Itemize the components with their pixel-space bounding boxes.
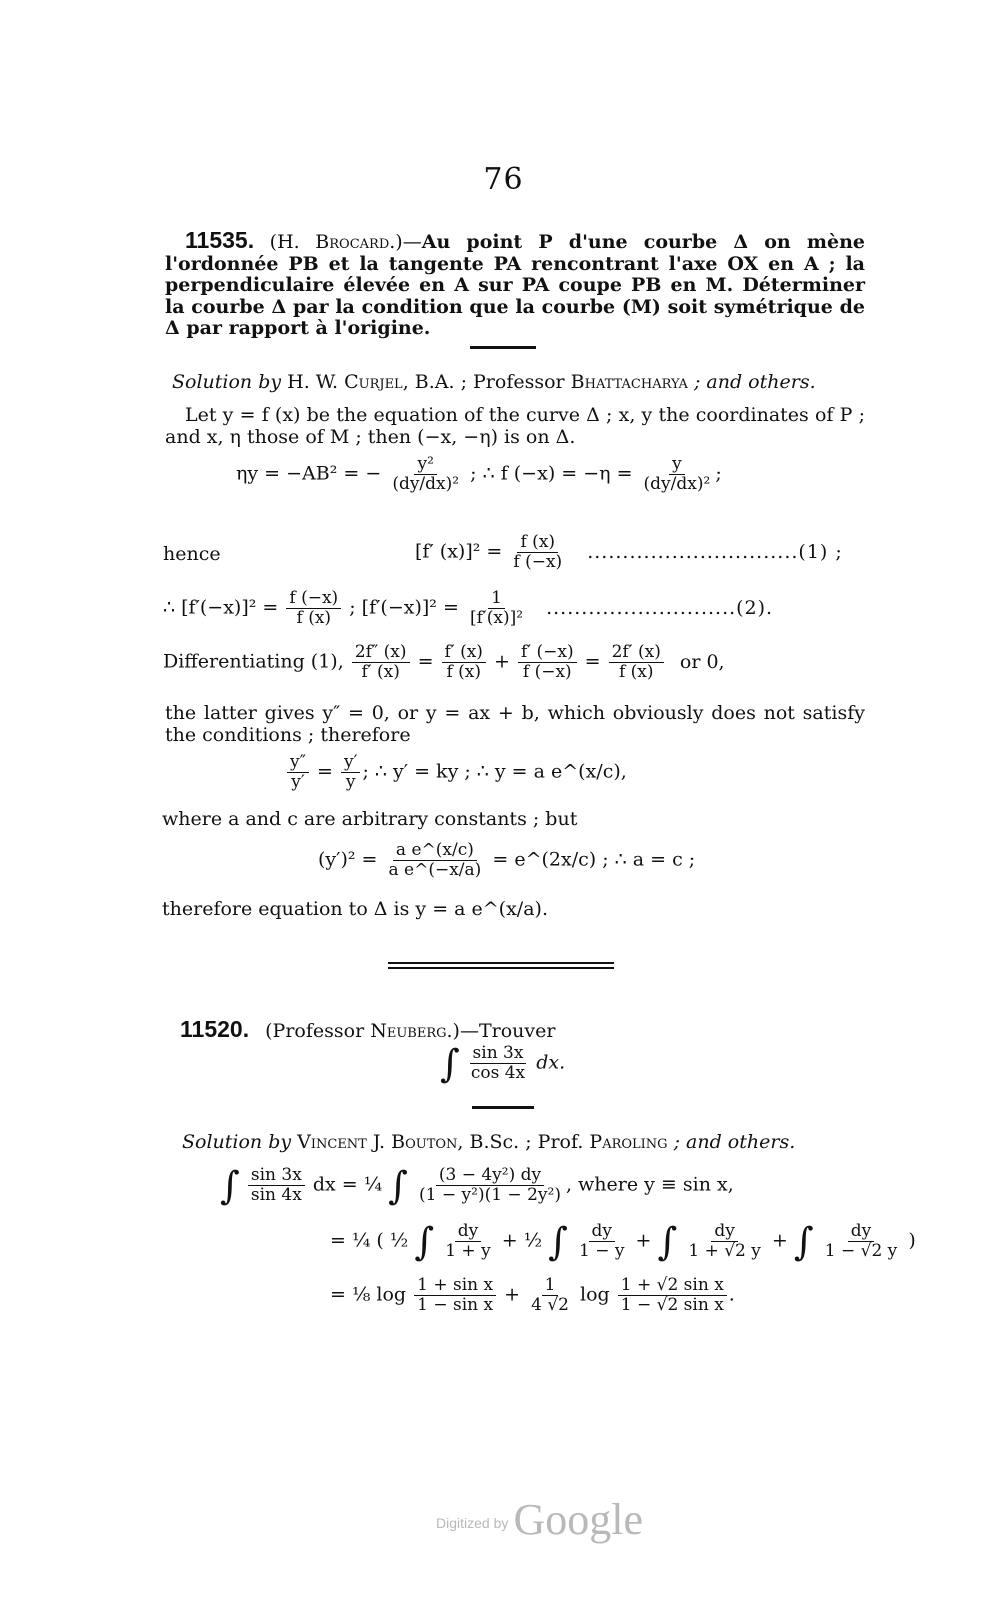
solution-prefix: Solution by	[172, 371, 288, 393]
solver1: H. W.	[287, 371, 345, 393]
integral-sign: ∫	[220, 1163, 240, 1208]
author-name: Brocard	[315, 231, 390, 253]
eq1-sep: ; ∴ f (−x) = −η =	[470, 462, 633, 485]
diff-frac-1: $\frac{2f'' (x)}{f' (x)}$	[352, 643, 410, 682]
solution2-heading	[182, 1131, 795, 1153]
s2l1-mid: dx = ¼	[312, 1173, 383, 1196]
solver1-suffix: , B.A. ; Professor	[402, 371, 571, 393]
solution2-line-2: = ¼ ( ½ ∫ $\frac{dy}{1 + y}$ + ½ ∫ $\frac{dy}{1 - y}$ + ∫ $\frac{dy}{1 + √2 y}$ + ∫ $\frac{dy}{1 - √2 y}$ )	[330, 1219, 916, 1264]
diff-frac-4: $\frac{2f' (x)}{f (x)}$	[609, 643, 664, 682]
s2l2-b: + ½	[501, 1229, 543, 1252]
s2l1-where: , where y ≡ sin x,	[565, 1173, 734, 1196]
diff-frac-2: $\frac{f' (x)}{f (x)}$	[442, 643, 486, 682]
s2l2-frac-3: $\frac{dy}{1 + √2 y}$	[688, 1221, 761, 1261]
eq3-fraction: $\frac{f (-x)}{f (x)}$	[286, 589, 341, 628]
s2l2-frac-1: $\frac{dy}{1 + y}$	[445, 1221, 491, 1261]
integral-sign: ∫	[414, 1219, 435, 1264]
solution-heading	[172, 371, 816, 393]
eq5-lhs: (y′)² =	[318, 848, 378, 871]
differentiating-eq: Differentiating (1), $\frac{2f'' (x)}{f' (x)}$ = $\frac{f' (x)}{f (x)}$ + $\frac{f' (-x)}{f (-x)}$ = $\frac{2f' (x)}{f (x)}$ or 0,	[163, 642, 725, 682]
where-text: where a and c are arbitrary constants ; but	[162, 808, 578, 830]
separator-rule-2	[472, 1106, 534, 1109]
solver-a-mid: J.	[366, 1131, 392, 1153]
eq1-end: ;	[715, 462, 722, 485]
solver-a-name: Bouton	[391, 1131, 458, 1153]
section-double-rule	[388, 962, 614, 969]
s2l1-frac-1: $\frac{\sin 3x}{\sin 4x}$	[248, 1166, 305, 1205]
s2l2-frac-4: $\frac{dy}{1 - √2 y}$	[824, 1221, 898, 1261]
eq1-fraction: $\frac{\text{y²}}{\text{(dy/dx)²}}$	[392, 454, 460, 494]
diff-label: Differentiating (1),	[163, 650, 344, 673]
eq2-ref: ..............................(1) ;	[587, 540, 843, 563]
s2l3-end: .	[728, 1283, 735, 1306]
eq2-fraction: $\frac{f (x)}{f (-x)}$	[513, 532, 563, 572]
eq5-rest: = e^(2x/c) ; ∴ a = c ;	[492, 848, 696, 871]
s2l3-log: log	[580, 1283, 610, 1306]
integral-fraction: $\frac{\sin 3x}{\cos 4x}$	[470, 1043, 526, 1083]
eq5-frac: $\frac{\text{a e\textasciicircum{}(x/c)}}{\text{a e\textasciicircum{}(−x/a)}}$	[388, 840, 482, 880]
author-open: (H.	[254, 231, 316, 253]
equation-5	[318, 841, 695, 880]
equation-2	[415, 533, 843, 572]
equation-1	[236, 455, 722, 494]
integral-sign: ∫	[793, 1219, 814, 1264]
s2l3-a: = ⅛ log	[330, 1283, 407, 1306]
problem-number: 11535.	[185, 227, 255, 253]
s2l2-frac-2: $\frac{dy}{1 - y}$	[579, 1221, 625, 1261]
problem-11520	[180, 1018, 555, 1042]
integral-sign: ∫	[388, 1163, 408, 1208]
author-close: .)—	[389, 231, 422, 253]
solver-b-name: Paroling	[589, 1131, 668, 1153]
solution-suffix: ; and others.	[687, 371, 816, 393]
solver-a: Vincent	[297, 1131, 367, 1153]
solution2-suffix: ; and others.	[667, 1131, 796, 1153]
eq3-mid: ; [f′(−x)]² =	[349, 596, 459, 619]
eq2-lhs: [f′ (x)]² =	[415, 540, 503, 563]
author-open: (Professor	[265, 1020, 371, 1042]
solution-intro: Let y = f (x) be the equation of the curve Δ ; x, y the coordinates of P ; and x, η those of M ; then (−x, −η) is on Δ.	[165, 404, 865, 448]
integral-sign: ∫	[548, 1219, 568, 1264]
eq3-ref: ...........................(2).	[546, 596, 774, 619]
problem-number: 11520.	[180, 1016, 250, 1042]
equation-4: $\frac{y''}{y'}$ = $\frac{y'}{y}$ ; ∴ y′ = ky ; ∴ y = a e^(x/c),	[285, 753, 627, 792]
diff-end: or 0,	[679, 650, 725, 673]
diff-frac-3: $\frac{f' (-x)}{f (-x)}$	[518, 643, 577, 682]
hence-label: hence	[163, 543, 221, 565]
eq1-fraction-2: $\frac{y}{\text{(dy/dx)²}}$	[643, 454, 711, 494]
solver1-name: Curjel	[344, 371, 403, 393]
eq3-fraction-2: $\frac{1}{\text{[f′(x)]²}}$	[469, 588, 524, 628]
solver2-name: Bhattacharya	[570, 371, 688, 393]
eq4-rest: ; ∴ y′ = ky ; ∴ y = a e^(x/c),	[362, 760, 627, 783]
conclusion-text: therefore equation to Δ is y = a e^(x/a).	[162, 898, 548, 920]
eq4-frac-1: $\frac{y''}{y'}$	[287, 753, 309, 792]
eq1-lhs: ηy = −AB² = −	[236, 462, 382, 485]
latter-text: the latter gives y″ = 0, or y = ax + b, which obviously does not satisfy the conditions ; therefore	[165, 702, 865, 746]
solution2-line-3: = ⅛ log $\frac{\text{1 + sin x}}{\text{1 − sin x}}$ + $\frac{1}{4 √2}$ log $\frac{\text{1 + √2 sin x}}{\text{1 − √2 sin x}}$ .	[330, 1275, 735, 1315]
solution2-prefix: Solution by	[182, 1131, 298, 1153]
problem-text: Au point P d'une courbe Δ on mène l'ordonnée PB et la tangente PA rencontrant l'axe OX en A ; la perpendiculaire élevée en A sur PA coupe PB en M. Déterminer la courbe Δ par la condition que la courbe (M) soit symétrique de Δ par rapport à l'origine.	[165, 231, 865, 339]
s2l1-frac-2: $\frac{\text{(3 − 4y²) dy}}{\text{(1 − y²)(1 − 2y²)}}$	[419, 1165, 561, 1205]
s2l3-frac-1: $\frac{\text{1 + sin x}}{\text{1 − sin x}}$	[414, 1276, 496, 1315]
problem-11535	[165, 227, 865, 340]
s2l3-frac-3: $\frac{\text{1 + √2 sin x}}{\text{1 − √2 sin x}}$	[618, 1276, 727, 1315]
integral-dx: dx.	[536, 1051, 566, 1074]
author-name: Neuberg	[370, 1020, 447, 1042]
digitized-watermark	[436, 1494, 643, 1545]
separator-rule	[470, 346, 536, 349]
problem2-integral	[440, 1041, 566, 1086]
s2l2-a: = ¼ ( ½	[330, 1229, 409, 1252]
eq3-lhs: ∴ [f′(−x)]² =	[163, 596, 279, 619]
google-logo: Google	[513, 1495, 643, 1544]
solution2-line-1	[220, 1163, 734, 1208]
integral-sign: ∫	[440, 1041, 460, 1086]
page-number: 76	[483, 162, 524, 197]
digitized-by-text: Digitized by	[436, 1515, 509, 1531]
s2l3-frac-2: $\frac{1}{4 √2}$	[531, 1275, 569, 1315]
equation-3	[163, 589, 773, 628]
solver-a-suffix: , B.Sc. ; Prof.	[457, 1131, 590, 1153]
integral-sign: ∫	[657, 1219, 678, 1264]
eq4-frac-2: $\frac{y'}{y}$	[341, 753, 360, 792]
author-close: .)—Trouver	[446, 1020, 556, 1042]
